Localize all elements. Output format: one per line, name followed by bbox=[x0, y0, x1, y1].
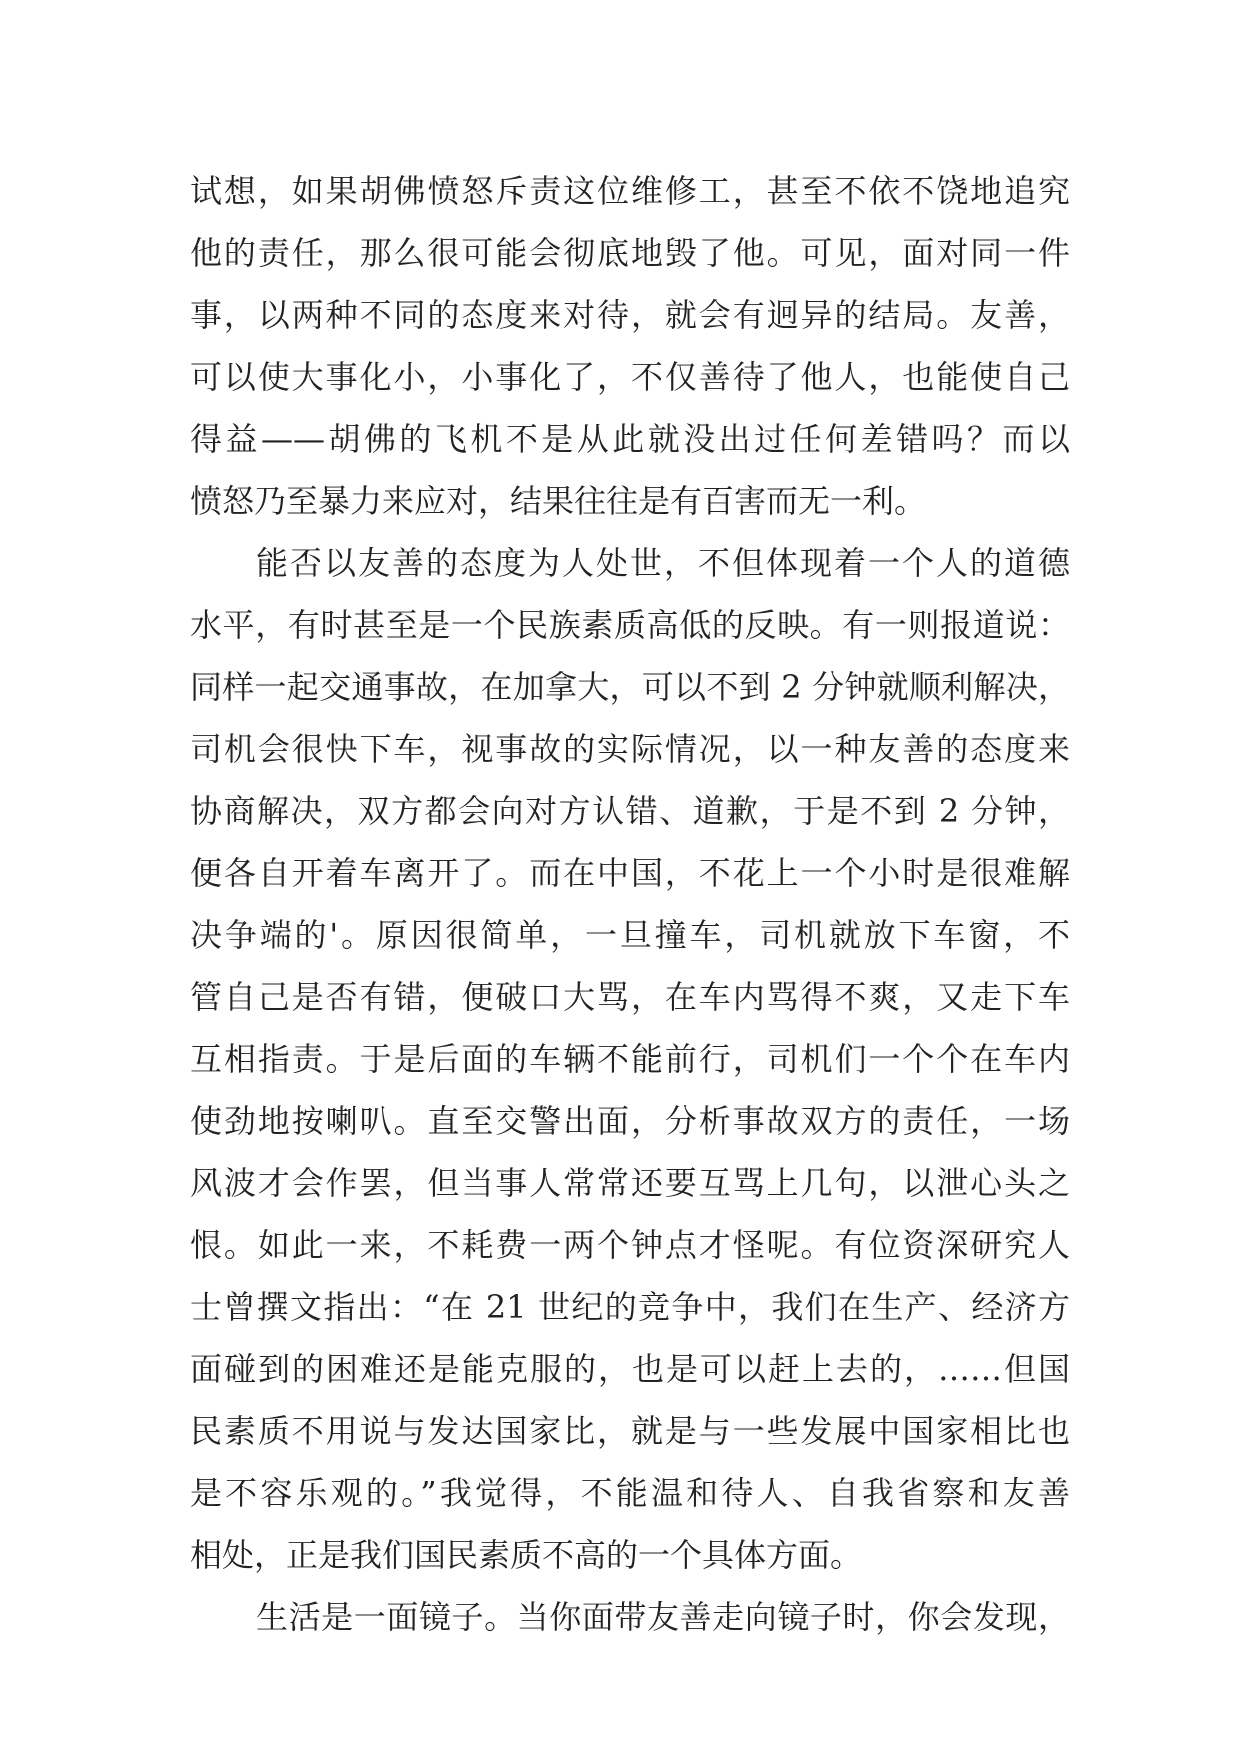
text-line: 互相指责。于是后面的车辆不能前行，司机们一个个在车内 bbox=[190, 1040, 1070, 1078]
text-line: 司机会很快下车，视事故的实际情况，以一种友善的态度来 bbox=[190, 730, 1070, 768]
text-line: 愤怒乃至暴力来应对，结果往往是有百害而无一利。 bbox=[190, 482, 927, 520]
paragraph-3 bbox=[190, 1586, 1070, 1648]
text-line: 事，以两种不同的态度来对待，就会有迥异的结局。友善， bbox=[190, 296, 1070, 334]
text-line: 同样一起交通事故，在加拿大，可以不到 2 分钟就顺利解决， bbox=[190, 668, 1070, 706]
text-line: 风波才会作罢，但当事人常常还要互骂上几句，以泄心头之 bbox=[190, 1164, 1070, 1202]
text-line: 生活是一面镜子。当你面带友善走向镜子时，你会发现， bbox=[256, 1598, 1070, 1636]
text-line: 他的责任，那么很可能会彻底地毁了他。可见，面对同一件 bbox=[190, 234, 1070, 272]
text-line: 管自己是否有错，便破口大骂，在车内骂得不爽，又走下车 bbox=[190, 978, 1070, 1016]
text-line: 可以使大事化小，小事化了，不仅善待了他人，也能使自己 bbox=[190, 358, 1070, 396]
text-line: 便各自开着车离开了。而在中国，不花上一个小时是很难解 bbox=[190, 854, 1070, 892]
text-line: 试想，如果胡佛愤怒斥责这位维修工，甚至不依不饶地追究 bbox=[190, 172, 1070, 210]
text-line: 能否以友善的态度为人处世，不但体现着一个人的道德 bbox=[256, 544, 1070, 582]
text-line: 使劲地按喇叭。直至交警出面，分析事故双方的责任，一场 bbox=[190, 1102, 1070, 1140]
text-line: 决争端的'。原因很简单，一旦撞车，司机就放下车窗，不 bbox=[190, 916, 1070, 954]
text-line: 协商解决，双方都会向对方认错、道歉，于是不到 2 分钟， bbox=[190, 792, 1070, 830]
text-line: 士曾撰文指出：“在 21 世纪的竞争中，我们在生产、经济方 bbox=[190, 1288, 1070, 1326]
text-line: 得益——胡佛的飞机不是从此就没出过任何差错吗？而以 bbox=[190, 420, 1070, 458]
text-line: 水平，有时甚至是一个民族素质高低的反映。有一则报道说： bbox=[190, 606, 1070, 644]
paragraph-1 bbox=[190, 160, 1070, 532]
essay-body bbox=[190, 160, 1070, 1648]
text-line: 是不容乐观的。”我觉得，不能温和待人、自我省察和友善 bbox=[190, 1474, 1070, 1512]
text-line: 相处，正是我们国民素质不高的一个具体方面。 bbox=[190, 1536, 863, 1574]
text-line: 民素质不用说与发达国家比，就是与一些发展中国家相比也 bbox=[190, 1412, 1070, 1450]
paragraph-2 bbox=[190, 532, 1070, 1586]
text-line: 面碰到的困难还是能克服的，也是可以赶上去的，……但国 bbox=[190, 1350, 1070, 1388]
text-line: 恨。如此一来，不耗费一两个钟点才怪呢。有位资深研究人 bbox=[190, 1226, 1070, 1264]
